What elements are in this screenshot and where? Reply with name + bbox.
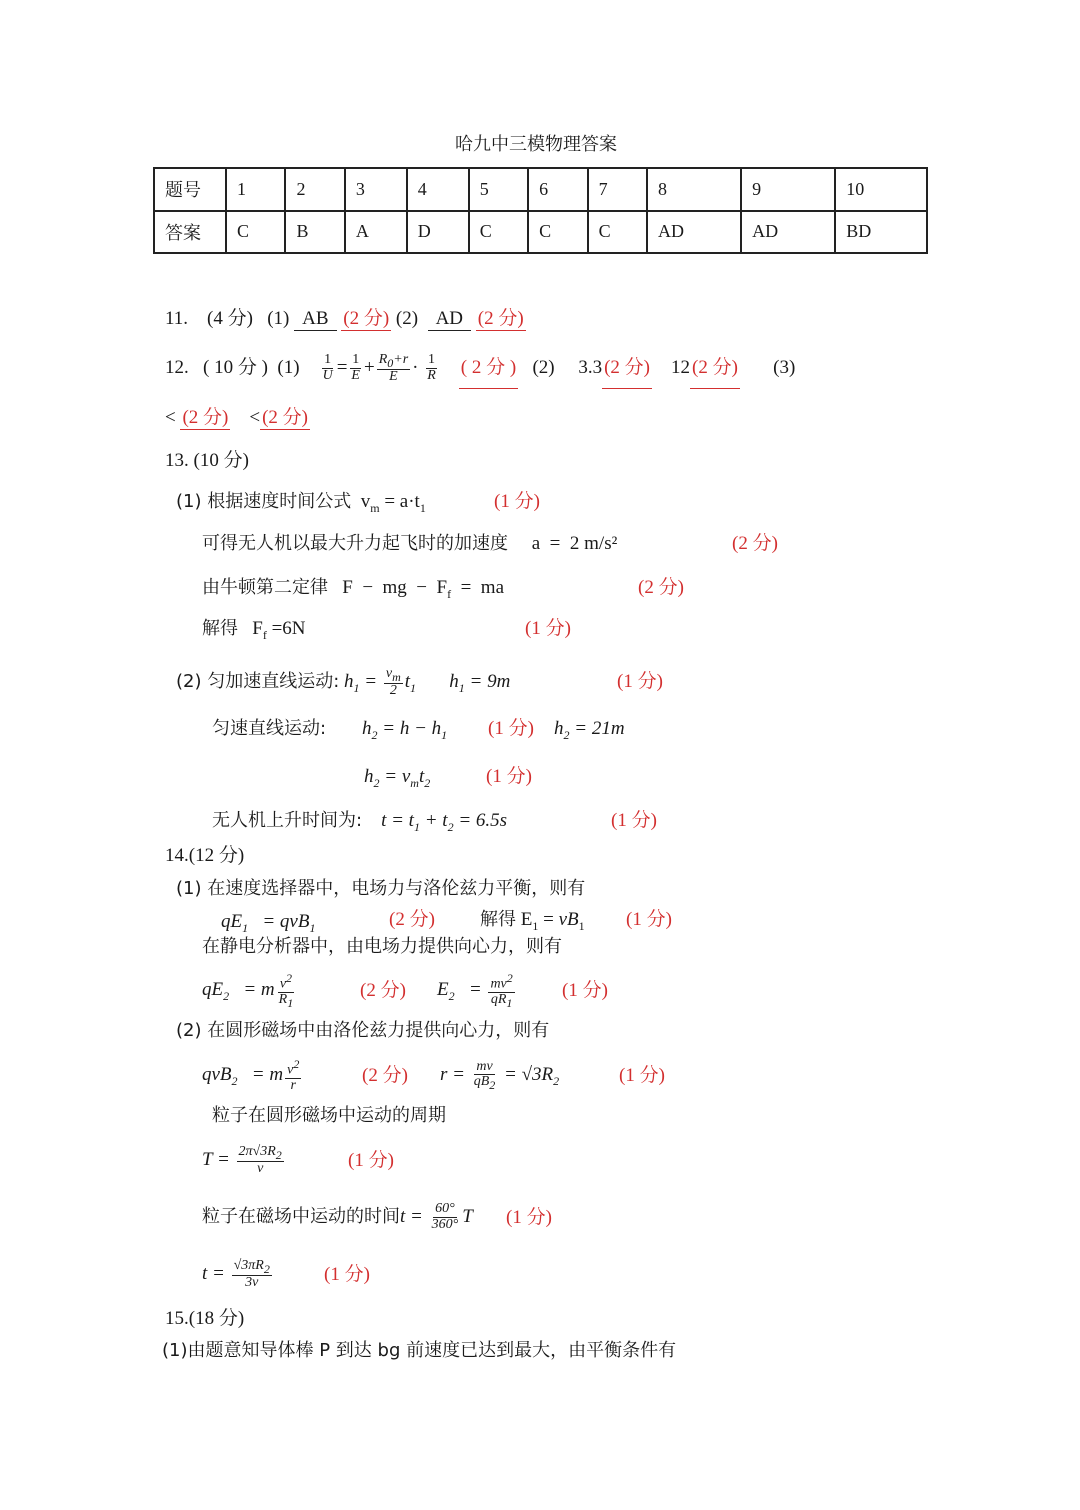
- table-cell: 1: [226, 168, 285, 211]
- q12-points: ( 10 分 ): [203, 357, 268, 378]
- q13-formula8: $t = t_1 + t_2 = 6.5s$: [381, 810, 508, 834]
- q14-score9: (1 分): [324, 1264, 370, 1285]
- table-row: [154, 168, 927, 211]
- q12-part3: (3): [773, 357, 796, 378]
- q12-compare2: <: [249, 407, 261, 428]
- table-cell: 5: [469, 168, 528, 211]
- q13-score5: (1 分): [617, 671, 663, 692]
- table-cell: C: [528, 211, 587, 254]
- table-cell: D: [407, 211, 469, 254]
- table-cell: BD: [835, 211, 927, 254]
- q11-part1: (1): [267, 308, 290, 329]
- table-cell: 8: [647, 168, 741, 211]
- row-header: 题号: [154, 168, 226, 211]
- answer-header: 答案: [154, 211, 226, 254]
- table-cell: AD: [647, 211, 741, 254]
- q11-score1: (2 分): [343, 308, 390, 329]
- q13-formula4: $F_f =6N$: [252, 618, 306, 642]
- table-cell: 10: [835, 168, 927, 211]
- q15-header: 15.(18 分): [165, 1308, 245, 1329]
- q14-formula6: r = $\frac{mv}{qB_2}$ = $√3R_2$: [440, 1058, 560, 1093]
- table-cell: B: [285, 211, 344, 254]
- q13-formula7: $h_2 = v_mt_2$: [364, 766, 431, 790]
- q14-line1: (1) 在速度选择器中，电场力与洛伦兹力平衡，则有: [176, 878, 586, 899]
- q11-score2: (2 分): [477, 308, 524, 329]
- q13-score7: (1 分): [486, 766, 532, 787]
- q13-header: 13. (10 分): [165, 450, 249, 471]
- q13-formula6b: $h_2 = 21m$: [554, 718, 625, 742]
- q12-score2: (2 分): [602, 350, 652, 389]
- q11-answer2: AD: [428, 309, 471, 331]
- q12-score4: (2 分): [182, 407, 229, 428]
- q14-score2: (1 分): [626, 909, 672, 930]
- table-cell: C: [588, 211, 647, 254]
- q12-label: 12.: [165, 357, 189, 378]
- q11-part2: (2): [395, 308, 419, 329]
- q13-line3: 由牛顿第二定律 F − mg − $F_f$ = ma: [202, 577, 505, 601]
- q11-points: (4 分): [207, 308, 253, 329]
- q14-formula1: $qE_1 = qvB_1$: [221, 911, 316, 935]
- table-cell: C: [226, 211, 285, 254]
- q11-label: 11.: [165, 308, 189, 329]
- q14-score8: (1 分): [506, 1207, 552, 1228]
- q14-line3: 在静电分析器中，由电场力提供向心力，则有: [202, 936, 562, 957]
- q13-line1: (1) 根据速度时间公式 $v_m = a\cdot t_1$: [176, 491, 426, 515]
- table-cell: AD: [741, 211, 835, 254]
- table-cell: 2: [285, 168, 344, 211]
- table-cell: 4: [407, 168, 469, 211]
- q14-score4: (1 分): [562, 980, 608, 1001]
- q14-header: 14.(12 分): [165, 845, 245, 866]
- table-cell: A: [345, 211, 407, 254]
- q13-formula1: $v_m = a\cdot t_1$: [360, 491, 426, 515]
- q13-score4: (1 分): [525, 618, 571, 639]
- q15-line1: (1)由题意知导体棒 P 到达 bg 前速度已达到最大，由平衡条件有: [162, 1340, 677, 1361]
- q13-formula6: $h_2 = h - h_1$: [362, 718, 448, 742]
- table-cell: 9: [741, 168, 835, 211]
- table-cell: 6: [528, 168, 587, 211]
- q13-line4: 解得 $F_f =6N$: [202, 618, 306, 642]
- q14-score6: (1 分): [619, 1065, 665, 1086]
- table-row: [154, 211, 927, 254]
- q14-formula8: t = $\frac{60^\circ}{360^\circ}$ T: [400, 1201, 473, 1233]
- q14-formula7: T = $\frac{2\pi√3R_2}{v}$: [202, 1143, 282, 1176]
- q13-line2: 可得无人机以最大升力起飞时的加速度 a = 2 m/s²: [202, 533, 618, 554]
- q14-line7: 粒子在圆形磁场中运动的周期: [212, 1105, 446, 1126]
- q12-score3: (2 分): [690, 350, 740, 389]
- q14-score1: (2 分): [389, 909, 435, 930]
- q13-score6: (1 分): [488, 718, 534, 739]
- q14-formula9: t = $\frac{√3\pi R_2}{3v}$: [202, 1257, 270, 1290]
- q12-line2: [165, 408, 310, 430]
- q12-value2: 12: [671, 357, 691, 378]
- q13-score1: (1 分): [494, 491, 540, 512]
- answer-table: [153, 167, 928, 254]
- q12-compare1: <: [165, 407, 176, 428]
- q12-line: [165, 350, 795, 389]
- q12-part2: (2): [532, 357, 555, 378]
- q13-line8: 无人机上升时间为: $t = t_1 + t_2 = 6.5s$: [212, 810, 508, 834]
- q12-part1: (1): [277, 357, 300, 378]
- q11-answer1: AB: [294, 309, 336, 331]
- q12-formula: $\frac{1}{U}$ = $\frac{1}{E}$ + $\frac{R_0+r}{E}$ · $\frac{1}{R}$: [322, 351, 436, 384]
- q14-line5: (2) 在圆形磁场中由洛伦兹力提供向心力，则有: [176, 1020, 550, 1041]
- q14-score5: (2 分): [362, 1065, 408, 1086]
- q13-score8: (1 分): [611, 810, 657, 831]
- q14-line2: 解得 $E_1 = vB_1$: [480, 909, 585, 933]
- q12-score1: ( 2 分 ): [459, 350, 518, 389]
- q14-formula3: $qE_2 = m$ $\frac{v^2}{R_1}$: [202, 971, 294, 1011]
- table-cell: 3: [345, 168, 407, 211]
- q12-value1: 3.3: [578, 357, 603, 378]
- q13-score2: (2 分): [732, 533, 778, 554]
- table-cell: 7: [588, 168, 647, 211]
- q14-formula2: $E_1 = vB_1$: [520, 909, 585, 933]
- q13-formula5: $h_1$ = $\frac{v_m}{2}$ $t_1$ $h_1 = 9m$: [344, 665, 511, 698]
- page-title: 哈九中三模物理答案: [455, 134, 617, 155]
- q14-score7: (1 分): [348, 1150, 394, 1171]
- q14-line8: 粒子在磁场中运动的时间t = $\frac{60^\circ}{360^\circ}$ T: [202, 1201, 473, 1233]
- q14-formula5: qvB$_2$ = m $\frac{v^2}{r}$: [202, 1056, 300, 1093]
- q14-formula4: $E_2$ = $\frac{mv^2}{qR_1}$: [437, 971, 513, 1011]
- q11-line: [165, 309, 526, 331]
- q13-line6: 匀速直线运动:: [212, 718, 327, 739]
- q13-formula2: a = 2 m/s²: [531, 533, 618, 554]
- q14-score3: (2 分): [360, 980, 406, 1001]
- q13-formula3: F − mg − $F_f$ = ma: [342, 577, 505, 601]
- table-cell: C: [469, 211, 528, 254]
- q12-score5: (2 分): [262, 407, 308, 428]
- q13-line5: (2) 匀加速直线运动: $h_1$ = $\frac{v_m}{2}$ $t_1$ $h_1 = 9m$: [176, 665, 511, 698]
- q13-score3: (2 分): [638, 577, 684, 598]
